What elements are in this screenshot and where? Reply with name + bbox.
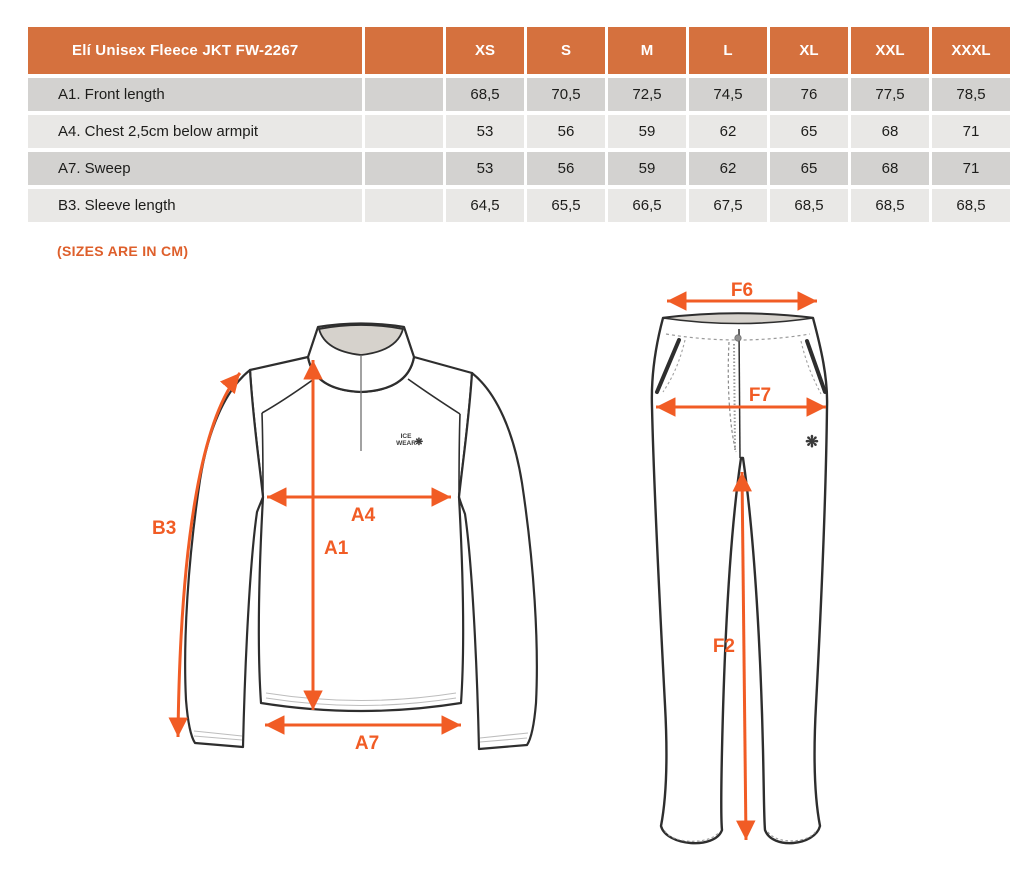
value-cell: 76	[770, 78, 848, 111]
value-cell: 65	[770, 115, 848, 148]
value-cell: 59	[608, 115, 686, 148]
label-a4: A4	[350, 505, 376, 526]
jacket-logo-text-line1: ICE	[400, 433, 412, 440]
size-col-header-xl: XL	[770, 27, 848, 74]
value-cell: 67,5	[689, 189, 767, 222]
value-cell: 68,5	[770, 189, 848, 222]
jacket-logo-text-line2: WEAR	[396, 440, 416, 447]
jacket-left-sleeve	[185, 370, 263, 747]
value-cell: 53	[446, 152, 524, 185]
value-cell: 68,5	[932, 189, 1010, 222]
value-cell: 65,5	[527, 189, 605, 222]
label-f7: F7	[748, 385, 772, 406]
value-cell: 68	[851, 152, 929, 185]
value-cell: 70,5	[527, 78, 605, 111]
value-cell: 68,5	[851, 189, 929, 222]
row-spacer-cell	[365, 78, 443, 111]
row-spacer-cell	[365, 189, 443, 222]
label-a1: A1	[324, 538, 349, 559]
value-cell: 56	[527, 115, 605, 148]
value-cell: 68	[851, 115, 929, 148]
jacket-right-sleeve	[459, 373, 537, 749]
value-cell: 62	[689, 152, 767, 185]
value-cell: 65	[770, 152, 848, 185]
arrow-f2-inseam	[742, 472, 746, 840]
value-cell: 74,5	[689, 78, 767, 111]
size-col-header-s: S	[527, 27, 605, 74]
value-cell: 64,5	[446, 189, 524, 222]
size-table	[28, 27, 1010, 222]
value-cell: 78,5	[932, 78, 1010, 111]
row-label-chest: A4. Chest 2,5cm below armpit	[28, 115, 362, 148]
jacket-diagram	[130, 300, 580, 770]
value-cell: 71	[932, 152, 1010, 185]
value-cell: 71	[932, 115, 1010, 148]
pants-button	[735, 335, 741, 341]
row-label-sleeve-length: B3. Sleeve length	[28, 189, 362, 222]
value-cell: 62	[689, 115, 767, 148]
row-spacer-cell	[365, 152, 443, 185]
size-col-header-l: L	[689, 27, 767, 74]
pants-snowflake-icon: ❋	[805, 434, 819, 451]
value-cell: 59	[608, 152, 686, 185]
value-cell: 56	[527, 152, 605, 185]
value-cell: 72,5	[608, 78, 686, 111]
size-col-header-xxl: XXL	[851, 27, 929, 74]
jacket-logo-snowflake-icon: ❋	[414, 437, 424, 448]
size-col-header-xxxl: XXXL	[932, 27, 1010, 74]
value-cell: 66,5	[608, 189, 686, 222]
header-spacer-cell	[365, 27, 443, 74]
value-cell: 53	[446, 115, 524, 148]
size-col-header-m: M	[608, 27, 686, 74]
units-note: (SIZES ARE IN CM)	[57, 243, 189, 259]
value-cell: 77,5	[851, 78, 929, 111]
label-f2: F2	[712, 636, 735, 657]
label-f6: F6	[730, 280, 754, 301]
label-b3: B3	[152, 518, 177, 539]
row-spacer-cell	[365, 115, 443, 148]
product-title: Elí Unisex Fleece JKT FW-2267	[28, 27, 362, 74]
label-a7: A7	[354, 733, 380, 754]
value-cell: 68,5	[446, 78, 524, 111]
row-label-front-length: A1. Front length	[28, 78, 362, 111]
pants-fly-line	[739, 329, 740, 458]
pants-diagram	[625, 280, 845, 880]
size-col-header-xs: XS	[446, 27, 524, 74]
row-label-sweep: A7. Sweep	[28, 152, 362, 185]
